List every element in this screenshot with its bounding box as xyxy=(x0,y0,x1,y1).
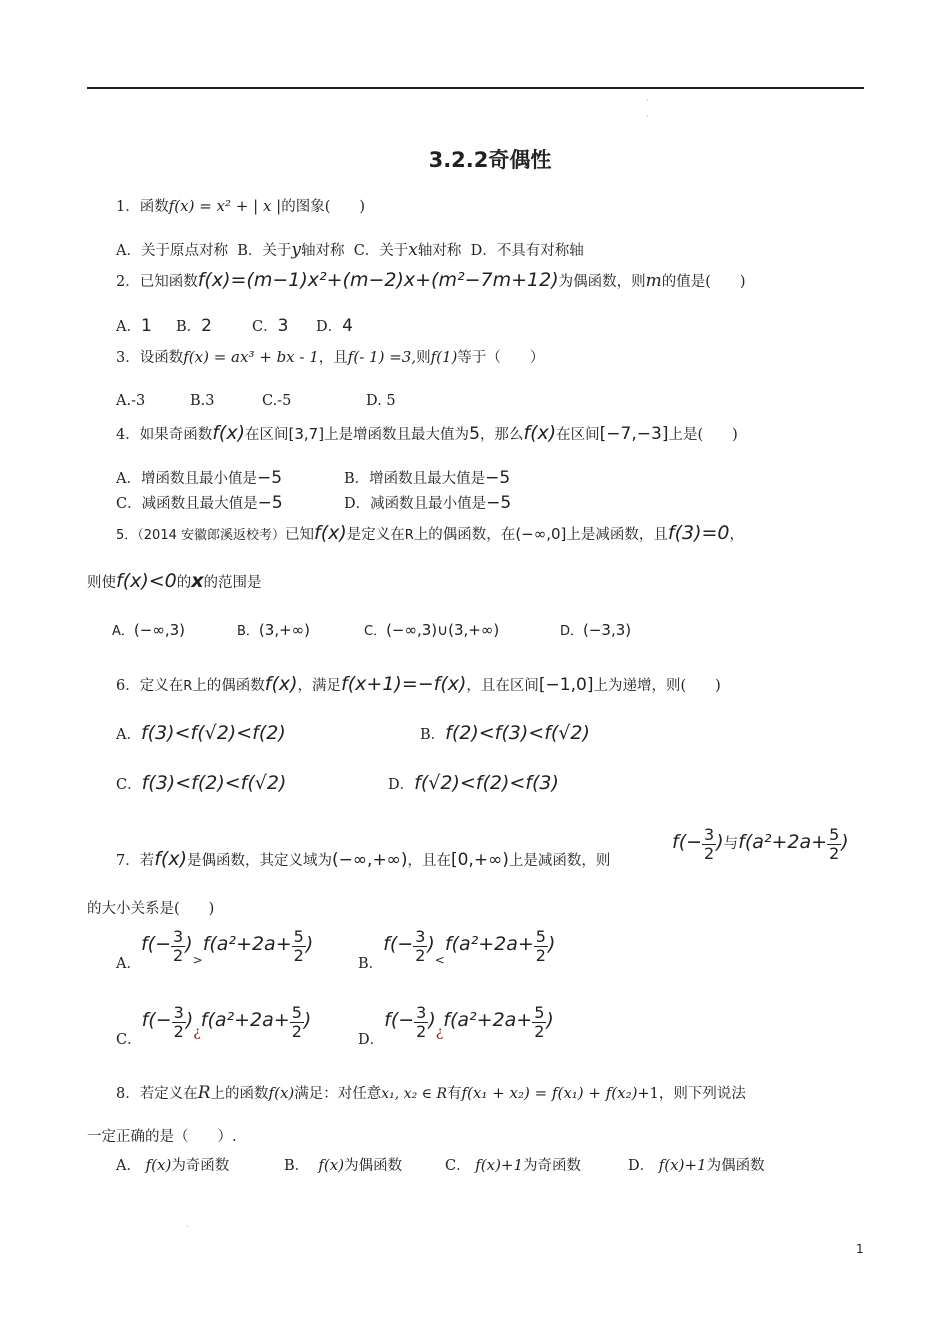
question-8-stem xyxy=(116,1082,746,1105)
q7-frac-2-num: 5 xyxy=(829,824,840,844)
q5-option-a-label: A． xyxy=(112,624,134,639)
q1-option-b-tail: 轴对称 xyxy=(300,243,345,259)
q4-option-c-value: −5 xyxy=(257,493,283,513)
q6-r: R xyxy=(183,679,193,694)
q2-option-b-label: B． xyxy=(176,319,202,335)
q8-option-a xyxy=(116,1154,229,1175)
q7-option-d-frac-2 xyxy=(532,1004,546,1041)
q5-option-c-label: C． xyxy=(364,624,387,639)
q7-option-a-frac-2-num: 5 xyxy=(293,926,304,946)
q7-option-b-rhs-close: ) xyxy=(547,933,556,955)
q7-option-a-frac-1-den: 2 xyxy=(173,945,184,965)
q8-vars: x₁, x₂ ∈ R xyxy=(381,1086,447,1102)
q3-prefix: 3．设函数 xyxy=(116,350,184,366)
q4-option-d xyxy=(344,492,511,513)
q5-var-x: x xyxy=(191,570,204,592)
q8-stem-a: 8．若定义在 xyxy=(116,1086,198,1102)
q4-option-a-value: −5 xyxy=(256,468,283,488)
q7-line-2: 的大小关系是( ) xyxy=(87,901,215,917)
q7-option-b-frac-2-num: 5 xyxy=(535,926,546,946)
q8-stem-c: 满足：对任意 xyxy=(294,1086,382,1102)
q4-option-a-label: A．增函数且最小值是 xyxy=(116,471,257,487)
q7-option-c-rhs-close: ) xyxy=(303,1009,312,1031)
q6-condition: f(x+1)=−f(x) xyxy=(341,673,467,695)
q2-option-d-value: 4 xyxy=(342,316,353,336)
q4-suffix: 上是( ) xyxy=(668,427,738,443)
q8-option-d-expr: f(x)+1 xyxy=(658,1156,707,1174)
q5-line2-a: 则使 xyxy=(87,575,116,591)
q4-option-c-label: C．减函数且最大值是 xyxy=(116,496,258,512)
q2-option-a-label: A． xyxy=(116,319,141,335)
question-5-stem xyxy=(116,522,744,547)
q5-stem-c: 上的偶函数，在 xyxy=(413,527,516,543)
q7-frac-1-den: 2 xyxy=(704,843,715,863)
q7-frac-2-den: 2 xyxy=(829,843,840,863)
q5-option-c-value: (−∞,3)∪(3,+∞) xyxy=(386,621,500,639)
q2-suffix: 为偶函数，则 xyxy=(558,274,646,290)
q6-stem-e: 上为递增，则( ) xyxy=(593,678,721,694)
q5-option-d-value: (−3,3) xyxy=(583,621,632,639)
q5-r: R xyxy=(404,528,414,543)
speck: · xyxy=(646,96,649,105)
q6-fx: f(x) xyxy=(264,673,298,695)
q8-line-2: 一定正确的是（ ）. xyxy=(87,1129,237,1145)
q7-option-c-rhs: f(a²+2a+ xyxy=(200,1009,290,1031)
q8-option-d-text: 为偶函数 xyxy=(706,1158,765,1174)
q7-option-b-label: B． xyxy=(358,956,384,972)
q1-option-a: A．关于原点对称 xyxy=(116,243,228,259)
q6-option-d-label: D． xyxy=(388,777,415,793)
q2-formula: f(x)=(m−1)x²+(m−2)x+(m²−7m+12) xyxy=(197,269,559,291)
q7-option-a-label: A． xyxy=(116,956,141,972)
q7-option-b xyxy=(358,924,555,984)
q1-suffix: 的图象( ) xyxy=(281,199,366,215)
q2-option-c-value: 3 xyxy=(277,316,289,336)
q6-option-b-label: B． xyxy=(420,727,446,743)
q8-option-a-expr: f(x) xyxy=(145,1156,172,1174)
speck: · xyxy=(186,1222,189,1231)
q7-option-c-frac-1 xyxy=(172,1004,186,1041)
q8-stem-b: 上的函数 xyxy=(210,1086,269,1102)
q8-option-b-expr: f(x) xyxy=(318,1156,345,1174)
q5-option-b-label: B． xyxy=(237,624,259,639)
q2-option-a xyxy=(116,315,152,336)
q6-option-b-value: f(2)<f(3)<f(√2) xyxy=(445,722,590,744)
q5-line2-b: 的 xyxy=(176,575,192,591)
q8-option-c-expr: f(x)+1 xyxy=(475,1156,524,1174)
q7-option-a-frac-2-den: 2 xyxy=(293,945,304,965)
q4-option-c xyxy=(116,492,283,513)
q7-with: 与 xyxy=(723,836,739,852)
q5-option-a-value: (−∞,3) xyxy=(133,621,185,639)
q1-prefix: 1．函数 xyxy=(116,199,169,215)
q7-option-d-frac-1 xyxy=(414,1004,428,1041)
q7-option-a xyxy=(116,924,313,984)
q6-option-c xyxy=(116,772,286,794)
q5-option-d-label: D． xyxy=(560,624,584,639)
q5-option-b-value: (3,+∞) xyxy=(258,621,311,639)
q1-option-b: B．关于 xyxy=(237,243,292,259)
q6-option-a-label: A． xyxy=(116,727,141,743)
q7-option-c-frac-2-num: 5 xyxy=(291,1002,302,1022)
q7-interval: [0,+∞) xyxy=(450,850,509,870)
q5-option-a xyxy=(112,620,185,639)
q7-frac-1-num: 3 xyxy=(704,824,715,844)
q8-option-c xyxy=(445,1154,581,1175)
q5-line2-c: 的范围是 xyxy=(203,575,262,591)
q4-interval-1: [3,7] xyxy=(288,425,325,443)
q7-domain: (−∞,+∞) xyxy=(332,850,408,870)
q7-option-a-relation: > xyxy=(192,953,203,967)
q3-option-a: A.-3 xyxy=(116,393,146,409)
question-1-stem xyxy=(116,195,365,218)
q1-option-c: C．关于 xyxy=(353,243,409,259)
q7-option-a-lhs-close: ) xyxy=(185,933,193,955)
q7-option-d-lhs: f(− xyxy=(384,1009,415,1031)
q7-option-d-label: D． xyxy=(358,1032,385,1048)
q3-suffix: 等于（ ） xyxy=(457,350,545,366)
q4-option-b-label: B．增函数且最大值是 xyxy=(344,471,486,487)
speck: · xyxy=(646,112,649,121)
q4-prefix: 4．如果奇函数 xyxy=(116,427,213,443)
q7-option-d-rhs-close: ) xyxy=(546,1009,554,1031)
q8-option-d xyxy=(628,1154,765,1175)
q7-option-a-rhs-close: ) xyxy=(305,933,314,955)
q7-compare-b: ) xyxy=(716,831,724,853)
q1-var-x: x xyxy=(408,240,418,260)
q7-option-d-frac-2-num: 5 xyxy=(534,1002,545,1022)
q2-end: 的值是( ) xyxy=(661,274,746,290)
q7-option-d-relation: ¿ xyxy=(435,1024,444,1040)
q1-option-c-tail: 轴对称 xyxy=(417,243,462,259)
q2-option-b-value: 2 xyxy=(201,316,212,336)
q3-option-d: D. 5 xyxy=(366,393,396,409)
q7-option-d-frac-1-num: 3 xyxy=(416,1002,427,1022)
q1-option-d: D．不具有对称轴 xyxy=(470,243,584,259)
q2-option-d-label: D． xyxy=(316,319,343,335)
q4-then: ，那么 xyxy=(479,427,524,443)
q7-compare-a: f(− xyxy=(672,831,703,853)
q7-option-c xyxy=(116,1000,311,1060)
q4-option-a xyxy=(116,467,282,488)
q3-then: 则 xyxy=(416,350,431,366)
q2-option-a-value: 1 xyxy=(140,316,152,336)
q5-option-c xyxy=(364,620,499,639)
q6-option-d-value: f(√2)<f(2)<f(3) xyxy=(414,772,559,794)
q8-option-d-label: D． xyxy=(628,1158,655,1174)
question-5-line-2 xyxy=(87,570,262,594)
q7-option-d-rhs: f(a²+2a+ xyxy=(443,1009,533,1031)
q5-fx: f(x) xyxy=(314,522,347,544)
q6-option-d xyxy=(388,772,559,794)
q7-option-b-frac-1-den: 2 xyxy=(415,945,426,965)
q8-option-b xyxy=(284,1154,402,1175)
q6-stem-d: ，且在区间 xyxy=(466,678,539,694)
q6-option-c-value: f(3)<f(2)<f(√2) xyxy=(141,772,287,794)
question-3-stem xyxy=(116,346,544,369)
q7-option-d-lhs-close: ) xyxy=(428,1009,436,1031)
header-rule xyxy=(87,87,864,89)
q6-interval: [−1,0] xyxy=(538,675,594,695)
q8-r: R xyxy=(197,1083,211,1103)
q7-option-c-lhs: f(− xyxy=(141,1009,172,1031)
q7-option-b-relation: < xyxy=(434,953,445,967)
q8-stem-e: +1，则下列说法 xyxy=(637,1086,746,1102)
q4-option-b xyxy=(344,467,510,488)
q2-option-c-label: C． xyxy=(252,319,278,335)
q7-compare-d: ) xyxy=(841,831,849,853)
q4-option-d-value: −5 xyxy=(486,493,512,513)
question-2-stem xyxy=(116,269,746,293)
q6-option-b xyxy=(420,722,590,744)
q7-option-b-lhs: f(− xyxy=(383,933,414,955)
q7-option-b-lhs-close: ) xyxy=(427,933,435,955)
q5-comma: ， xyxy=(729,527,745,543)
q4-interval-2: [−7,−3] xyxy=(599,424,669,444)
q4-fx-2: f(x) xyxy=(523,422,557,444)
q7-option-d xyxy=(358,1000,554,1060)
question-7-stem xyxy=(116,848,610,872)
q7-compare-c: f(a²+2a+ xyxy=(738,831,828,853)
q6-option-c-label: C． xyxy=(116,777,142,793)
q5-inequality: f(x)<0 xyxy=(116,570,177,592)
question-1-options xyxy=(116,239,584,262)
q4-option-b-value: −5 xyxy=(485,468,511,488)
q7-option-b-frac-1 xyxy=(413,928,427,965)
q7-option-c-frac-2 xyxy=(290,1004,304,1041)
q7-option-c-frac-2-den: 2 xyxy=(291,1021,302,1041)
q5-option-b xyxy=(237,620,310,639)
q5-condition: f(3)=0 xyxy=(667,522,730,544)
q7-stem-c: ，且在 xyxy=(407,853,451,869)
q4-in-interval: 在区间 xyxy=(245,427,289,443)
q3-option-b: B.3 xyxy=(190,393,215,409)
q5-number: 5． xyxy=(116,528,138,543)
q7-option-a-rhs: f(a²+2a+ xyxy=(202,933,292,955)
q7-frac-2 xyxy=(827,826,841,863)
q2-var-m: m xyxy=(645,271,662,291)
q5-stem-d: 上是减函数，且 xyxy=(566,527,668,543)
q7-option-b-rhs: f(a²+2a+ xyxy=(444,933,534,955)
q1-var-y: y xyxy=(291,240,301,260)
q8-option-b-text: 为偶函数 xyxy=(344,1158,403,1174)
q6-stem-b: 上的偶函数 xyxy=(192,678,265,694)
q7-option-a-lhs: f(− xyxy=(140,933,172,955)
q7-stem-a: 7．若 xyxy=(116,853,155,869)
q8-option-c-text: 为奇函数 xyxy=(523,1158,582,1174)
page-title: 3.2.2奇偶性 xyxy=(428,148,552,172)
q1-formula: f(x) = x² + | x | xyxy=(168,197,282,215)
q5-source: （2014 安徽郎溪返校考） xyxy=(137,528,285,543)
q5-option-d xyxy=(560,620,631,639)
q7-option-d-frac-1-den: 2 xyxy=(416,1021,427,1041)
q7-stem-b: 是偶函数，其定义域为 xyxy=(187,853,332,869)
q3-formula: f(x) = ax³ + bx - 1 xyxy=(183,348,319,366)
q8-option-a-text: 为奇函数 xyxy=(171,1158,230,1174)
q7-option-c-relation: ¿ xyxy=(193,1024,201,1040)
q4-fx: f(x) xyxy=(212,422,245,444)
q2-option-b xyxy=(176,315,212,336)
q3-target: f(1) xyxy=(430,348,458,366)
q8-option-b-label: B． xyxy=(284,1158,310,1174)
q5-interval: (−∞,0] xyxy=(515,525,567,543)
q8-fx: f(x) xyxy=(268,1084,295,1102)
q3-condition: f(- 1) =3, xyxy=(347,348,417,366)
question-6-stem xyxy=(116,673,721,698)
q6-stem-c: ，满足 xyxy=(297,678,342,694)
q7-frac-1 xyxy=(702,826,716,863)
q7-stem-d: 上是减函数，则 xyxy=(508,853,611,869)
q4-in-interval-2: 在区间 xyxy=(556,427,600,443)
q7-option-c-frac-1-num: 3 xyxy=(173,1002,184,1022)
q8-stem-d: 有 xyxy=(447,1086,462,1102)
q7-option-c-frac-1-den: 2 xyxy=(173,1021,184,1041)
q3-mid: ，且 xyxy=(318,350,348,366)
q2-option-d xyxy=(316,315,353,336)
q7-option-c-lhs-close: ) xyxy=(185,1009,194,1031)
q4-option-d-label: D．减函数且最小值是 xyxy=(344,496,487,512)
question-4-stem xyxy=(116,422,738,446)
q7-option-a-frac-1-num: 3 xyxy=(173,926,184,946)
q7-fx: f(x) xyxy=(154,848,187,870)
q8-condition: f(x₁ + x₂) = f(x₁) + f(x₂) xyxy=(461,1084,638,1102)
q6-stem-a: 6．定义在 xyxy=(116,678,184,694)
q2-prefix: 2．已知函数 xyxy=(116,274,198,290)
q8-option-c-label: C． xyxy=(445,1158,471,1174)
q5-stem-a: 已知 xyxy=(285,527,314,543)
q7-option-a-frac-2 xyxy=(292,928,306,965)
q3-option-c: C.-5 xyxy=(262,393,292,409)
q8-option-a-label: A． xyxy=(116,1158,141,1174)
q6-option-a-value: f(3)<f(√2)<f(2) xyxy=(140,722,286,744)
q7-option-b-frac-1-num: 3 xyxy=(415,926,426,946)
q7-comparison xyxy=(672,822,849,864)
page-number: 1 xyxy=(856,1242,864,1256)
q4-max: 5 xyxy=(469,424,480,444)
q7-option-d-frac-2-den: 2 xyxy=(534,1021,545,1041)
q7-option-b-frac-2-den: 2 xyxy=(535,945,546,965)
q4-mid: 上是增函数且最大值为 xyxy=(324,427,470,443)
q5-stem-b: 是定义在 xyxy=(346,527,405,543)
q7-option-a-frac-1 xyxy=(171,928,185,965)
q2-option-c xyxy=(252,315,288,336)
q7-option-c-label: C． xyxy=(116,1032,142,1048)
q7-option-b-frac-2 xyxy=(534,928,548,965)
q6-option-a xyxy=(116,722,286,744)
